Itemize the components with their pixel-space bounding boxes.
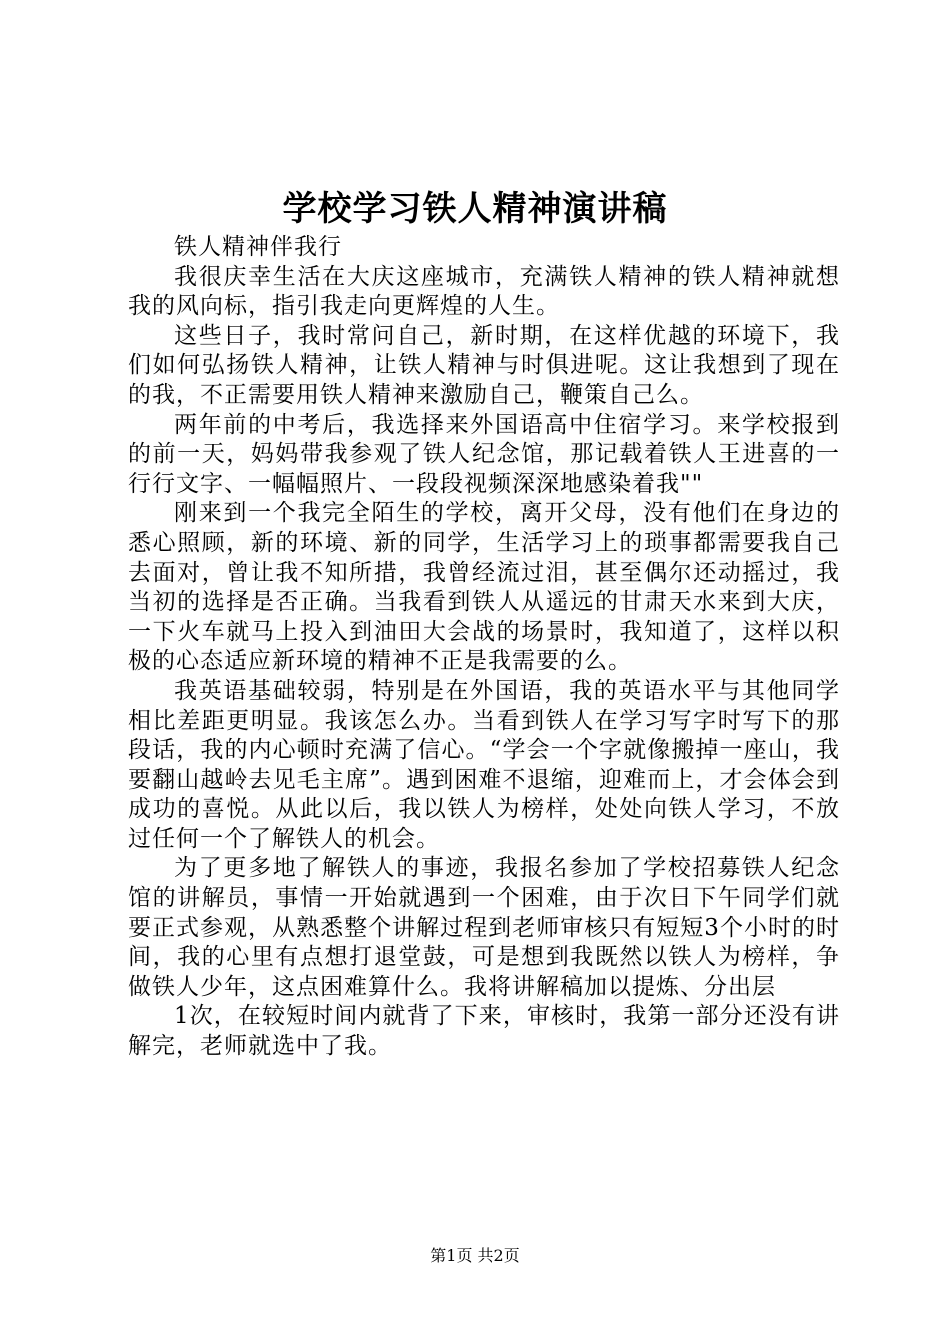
page-footer: 第1页 共2页 [430, 1246, 520, 1265]
paragraph: 我英语基础较弱，特别是在外国语，我的英语水平与其他同学相比差距更明显。我该怎么办。当看到铁人在学习写字时写下的那段话，我的内心顿时充满了信心。“学会一个字就像搬掉一座山，我要翻山越岭去见毛主席”。遇到困难不退缩，迎难而上，才会体会到成功的喜悦。从此以后，我以铁人为榜样，处处向铁人学习，不放过任何一个了解铁人的机会。 [128, 677, 840, 852]
paragraph: 我很庆幸生活在大庆这座城市，充满铁人精神的铁人精神就想我的风向标，指引我走向更辉煌的人生。 [128, 263, 840, 320]
paragraph: 1次，在较短时间内就背了下来，审核时，我第一部分还没有讲解完，老师就选中了我。 [128, 1003, 840, 1060]
paragraph: 这些日子，我时常问自己，新时期，在这样优越的环境下，我们如何弘扬铁人精神，让铁人精神与时俱进呢。这让我想到了现在的我，不正需要用铁人精神来激励自己，鞭策自己么。 [128, 322, 840, 408]
paragraph: 两年前的中考后，我选择来外国语高中住宿学习。来学校报到的前一天，妈妈带我参观了铁人纪念馆，那记载着铁人王进喜的一行行文字、一幅幅照片、一段段视频深深地感染着我"" [128, 411, 840, 497]
paragraph: 铁人精神伴我行 [174, 234, 342, 260]
document-body [128, 233, 840, 1062]
paragraph: 为了更多地了解铁人的事迹，我报名参加了学校招募铁人纪念馆的讲解员，事情一开始就遇到一个困难，由于次日下午同学们就要正式参观，从熟悉整个讲解过程到老师审核只有短短3个小时的时间，我的心里有点想打退堂鼓，可是想到我既然以铁人为榜样，争做铁人少年，这点困难算什么。我将讲解稿加以提炼、分出层 [128, 855, 840, 1000]
paragraph: 刚来到一个我完全陌生的学校，离开父母，没有他们在身边的悉心照顾，新的环境、新的同学，生活学习上的琐事都需要我自己去面对，曾让我不知所措，我曾经流过泪，甚至偶尔还动摇过，我当初的选择是否正确。当我看到铁人从遥远的甘肃天水来到大庆，一下火车就马上投入到油田大会战的场景时，我知道了，这样以积极的心态适应新环境的精神不正是我需要的么。 [128, 500, 840, 675]
document-title: 学校学习铁人精神演讲稿 [282, 189, 668, 229]
